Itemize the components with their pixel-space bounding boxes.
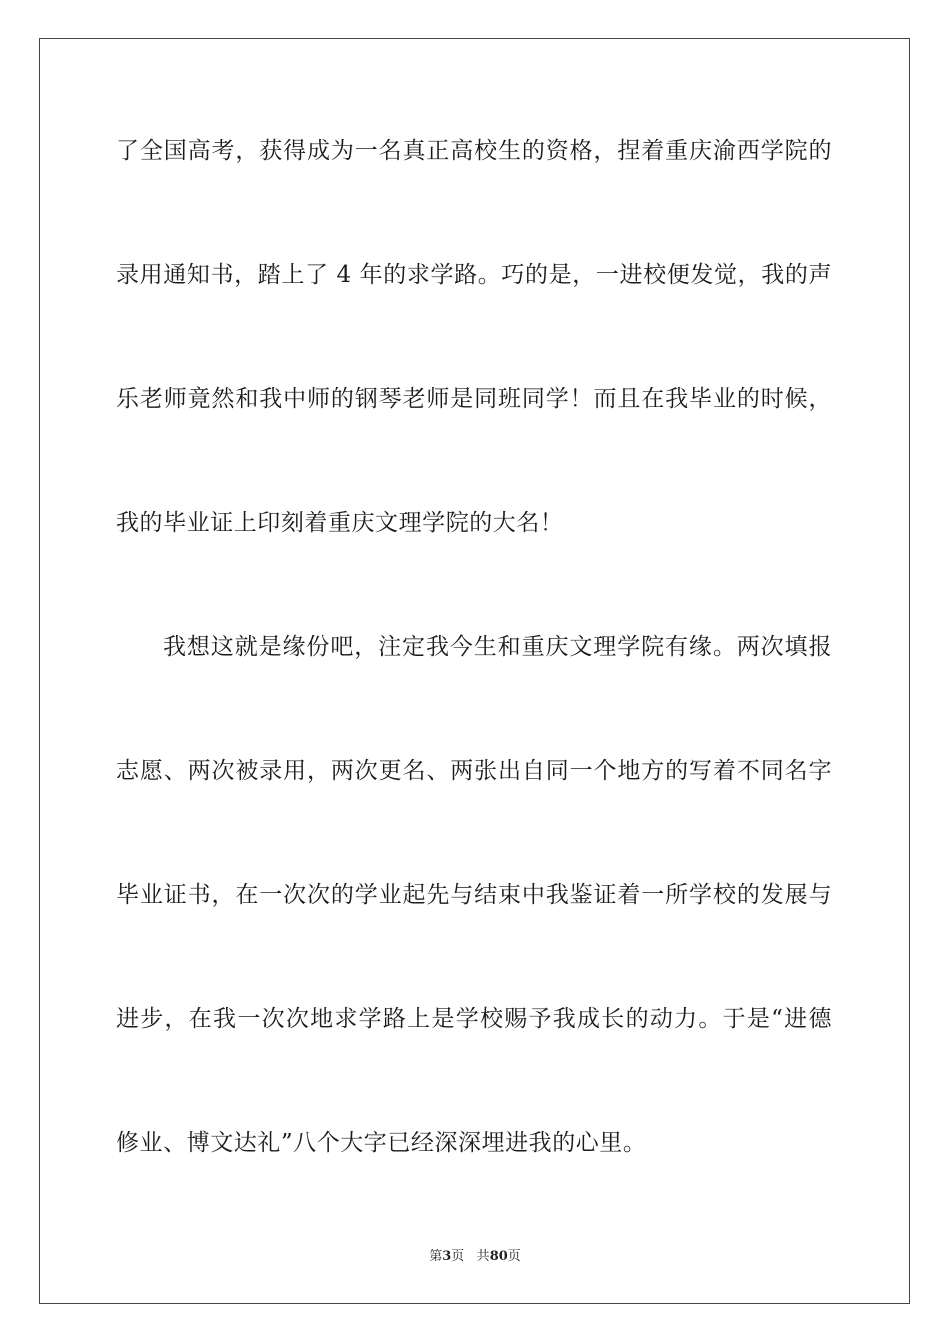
total-suffix: 页: [507, 1249, 521, 1264]
paragraph-line-7: 毕业证书，在一次次的学业起先与结束中我鉴证着一所学校的发展与: [116, 882, 832, 908]
paragraph-line-1: 了全国高考，获得成为一名真正高校生的资格，捏着重庆渝西学院的: [116, 138, 832, 164]
paragraph-line-8: 进步，在我一次次地求学路上是学校赐予我成长的动力。于是“进德: [116, 1006, 832, 1032]
paragraph-line-4: 我的毕业证上印刻着重庆文理学院的大名！: [116, 510, 564, 536]
paragraph-line-9: 修业、博文达礼”八个大字已经深深埋进我的心里。: [116, 1130, 647, 1156]
page-number: 3: [442, 1249, 452, 1264]
total-prefix: 共: [476, 1249, 490, 1264]
page-prefix: 第: [429, 1249, 443, 1264]
paragraph-line-2: 录用通知书，踏上了 4 年的求学路。巧的是，一进校便发觉，我的声: [116, 262, 832, 288]
paragraph-line-6: 志愿、两次被录用，两次更名、两张出自同一个地方的写着不同名字: [116, 758, 832, 784]
paragraph-line-5: 我想这就是缘份吧，注定我今生和重庆文理学院有缘。两次填报: [163, 634, 832, 660]
page-footer: [0, 1248, 950, 1266]
page-border: [39, 38, 910, 1304]
total-pages: 80: [489, 1249, 508, 1264]
page-suffix: 页: [451, 1249, 465, 1264]
paragraph-line-3: 乐老师竟然和我中师的钢琴老师是同班同学！而且在我毕业的时候，: [116, 386, 832, 412]
